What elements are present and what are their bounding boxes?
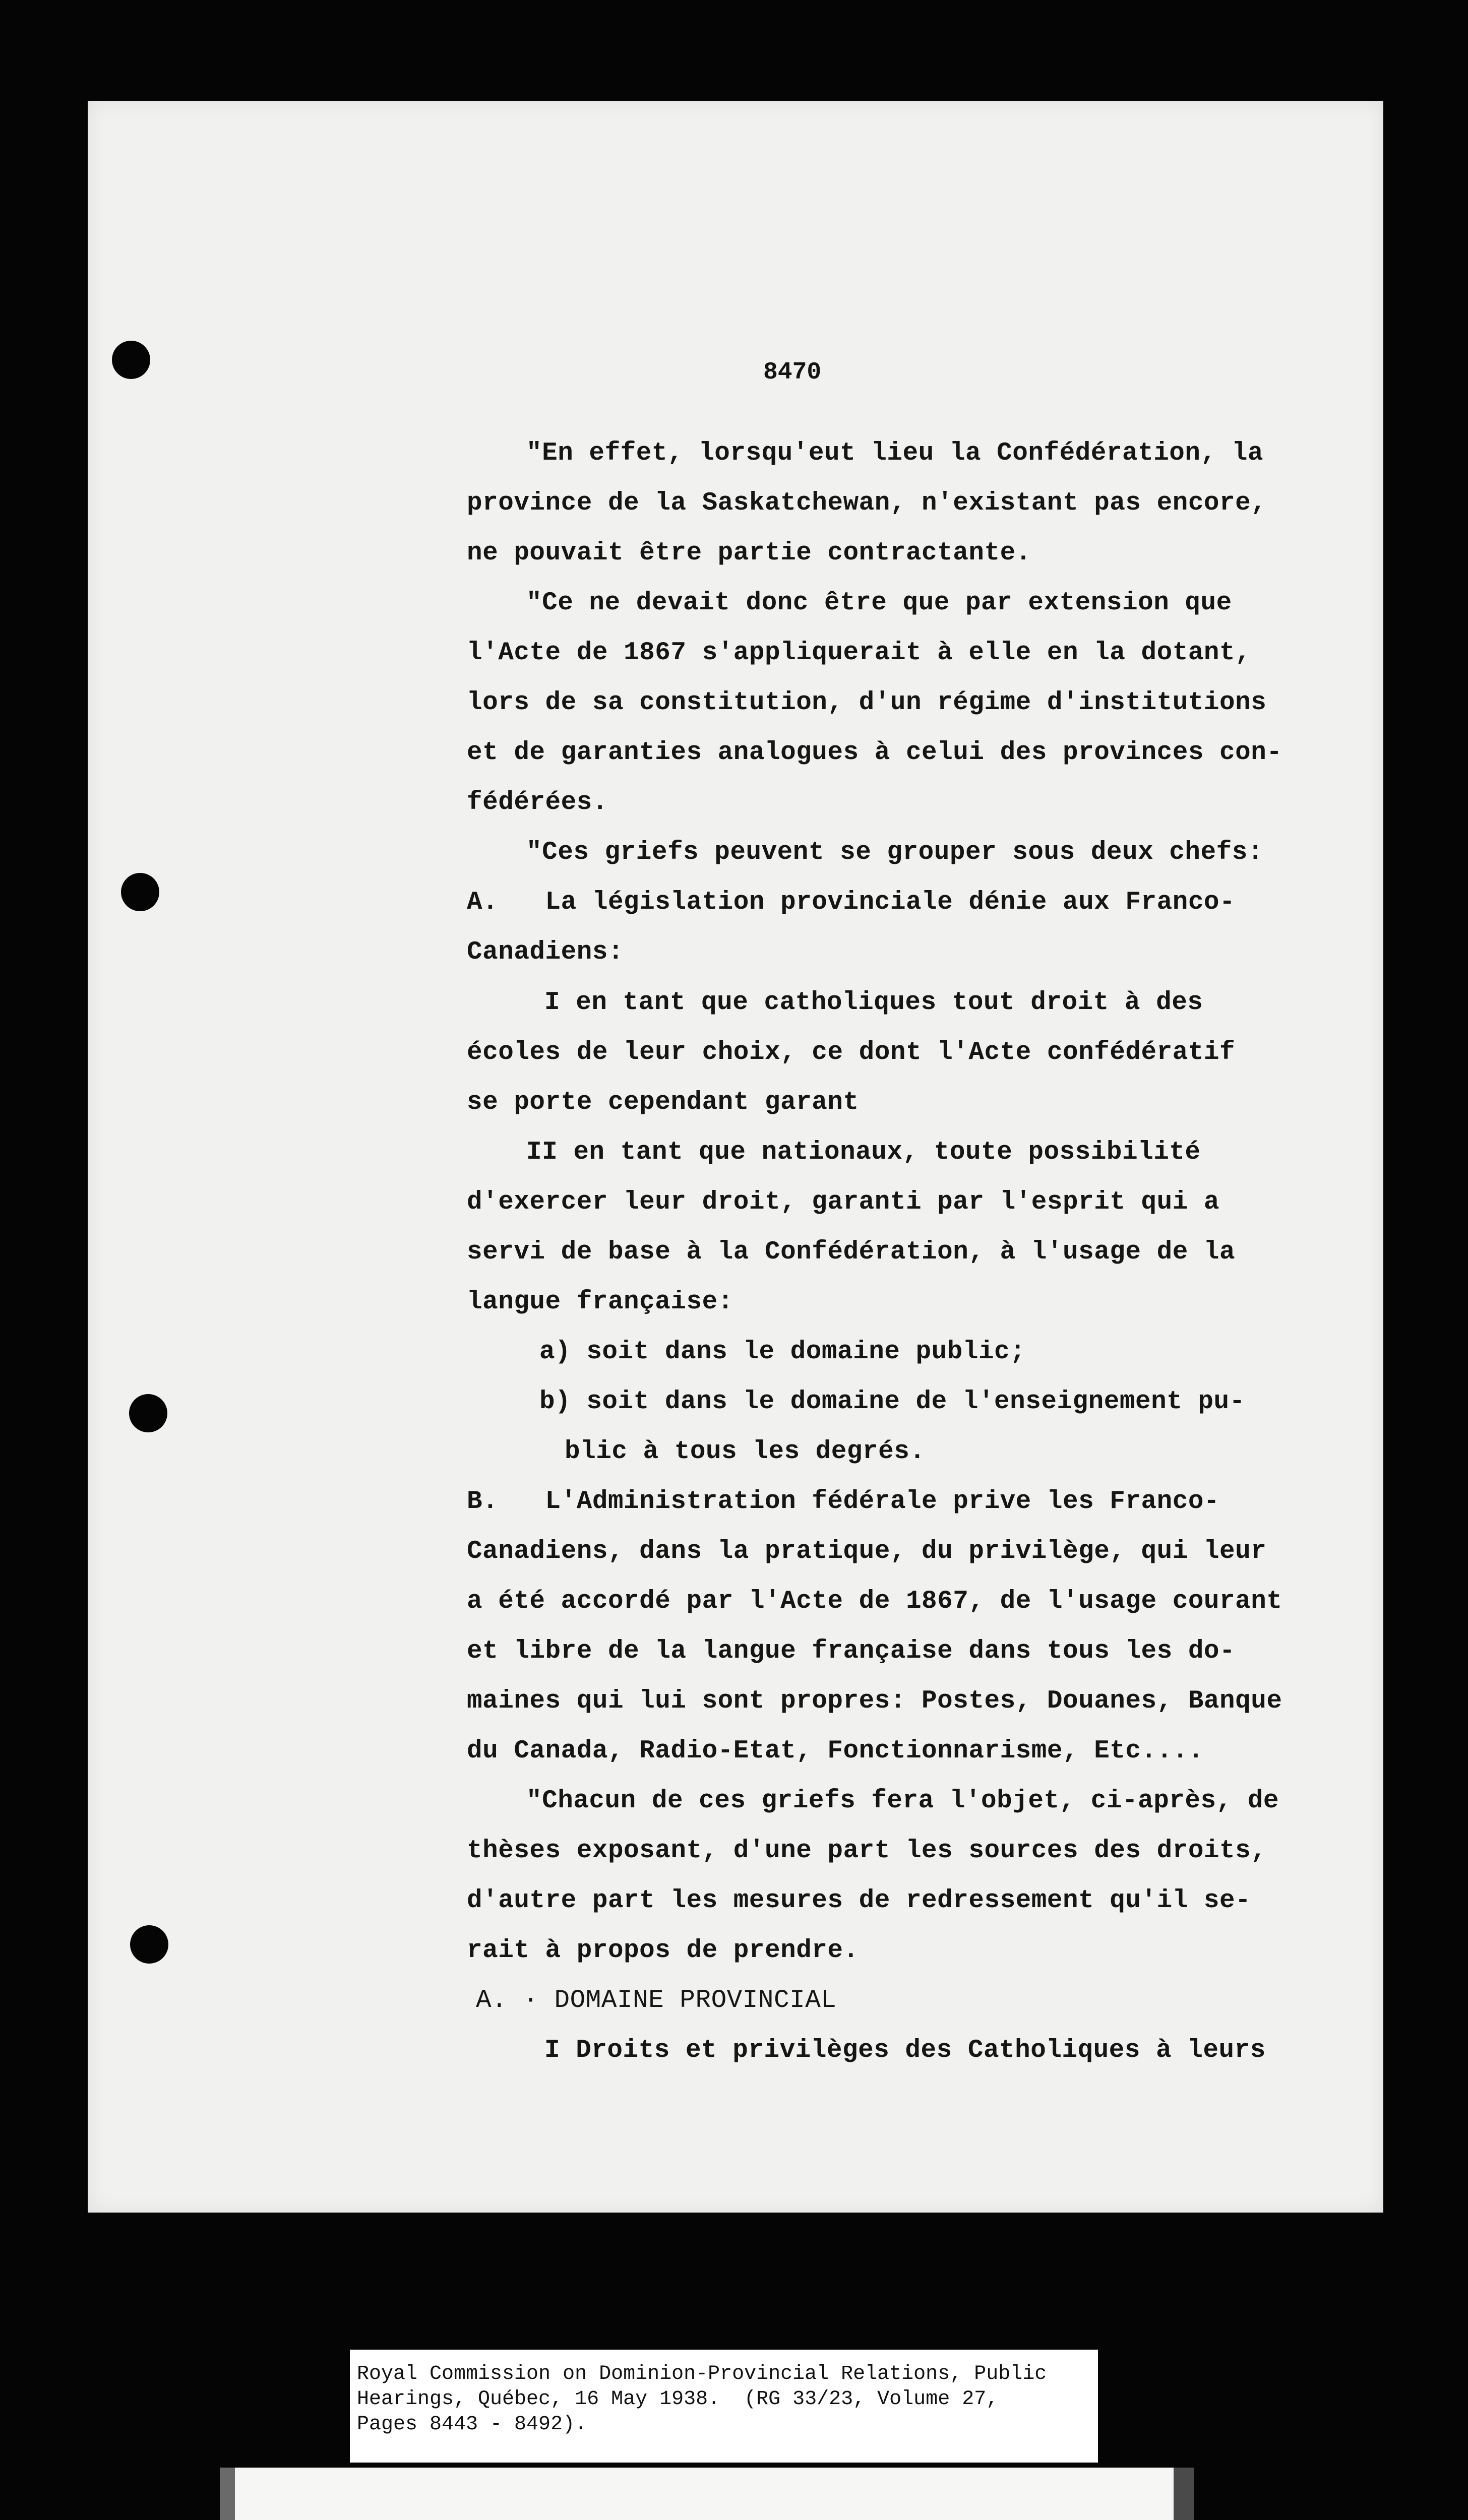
text-line: "En effet, lorsqu'eut lieu la Confédération, la [526,439,1263,468]
text-line: province de la Saskatchewan, n'existant pas encore, [467,489,1267,518]
text-line: Canadiens, dans la pratique, du privilège, qui leur [467,1537,1267,1566]
text-line: et libre de la langue française dans tous les do- [467,1637,1236,1666]
text-line: et de garanties analogues à celui des provinces con- [467,738,1282,767]
text-line: I Droits et privilèges des Catholiques à leurs [544,2036,1266,2065]
text-line: maines qui lui sont propres: Postes, Douanes, Banque [467,1687,1282,1716]
text-line: a) soit dans le domaine public; [539,1338,1026,1366]
text-line: II en tant que nationaux, toute possibilité [526,1138,1201,1167]
caption-line: Royal Commission on Dominion-Provincial Relations, Public [357,2363,1047,2385]
text-line: servi de base à la Confédération, à l'usage de la [467,1238,1236,1267]
text-line: Canadiens: [467,938,624,967]
text-line: du Canada, Radio-Etat, Fonctionnarisme, Etc.... [467,1737,1204,1766]
text-line: se porte cependant garant [467,1088,859,1117]
text-line: fédérées. [467,788,608,817]
text-line: rait à propos de prendre. [467,1936,859,1965]
punch-hole [121,873,159,911]
text-line: B. L'Administration fédérale prive les Franco- [467,1487,1220,1516]
section-heading: A. · DOMAINE PROVINCIAL [476,1986,837,2015]
punch-hole [129,1394,167,1432]
caption-line: Hearings, Québec, 16 May 1938. (RG 33/23, Volume 27, [357,2388,999,2411]
text-line: blic à tous les degrés. [565,1437,926,1466]
text-line: a été accordé par l'Acte de 1867, de l'usage courant [467,1587,1282,1616]
text-line: b) soit dans le domaine de l'enseignement pu- [539,1388,1245,1416]
text-line: "Ces griefs peuvent se grouper sous deux chefs: [526,838,1263,867]
caption-line: Pages 8443 - 8492). [357,2413,587,2436]
public-archives-stamp [220,2468,1194,2520]
text-line: langue française: [467,1288,733,1316]
text-line: d'autre part les mesures de redressement qu'il se- [467,1886,1251,1915]
document-page [88,101,1383,2213]
text-line: "Ce ne devait donc être que par extension que [526,589,1232,617]
archive-caption [350,2350,1098,2463]
text-line: "Chacun de ces griefs fera l'objet, ci-après, de [526,1787,1279,1815]
page-number: 8470 [763,359,822,386]
punch-hole [130,1925,168,1964]
text-line: I en tant que catholiques tout droit à des [544,988,1203,1017]
text-line: l'Acte de 1867 s'appliquerait à elle en la dotant, [467,639,1251,667]
text-line: thèses exposant, d'une part les sources des droits, [467,1837,1267,1865]
text-line: d'exercer leur droit, garanti par l'esprit qui a [467,1188,1220,1217]
text-line: A. La législation provinciale dénie aux Franco- [467,888,1236,917]
text-line: écoles de leur choix, ce dont l'Acte confédératif [467,1038,1236,1067]
text-line: ne pouvait être partie contractante. [467,539,1031,568]
punch-hole [112,341,150,379]
text-line: lors de sa constitution, d'un régime d'institutions [467,688,1267,717]
